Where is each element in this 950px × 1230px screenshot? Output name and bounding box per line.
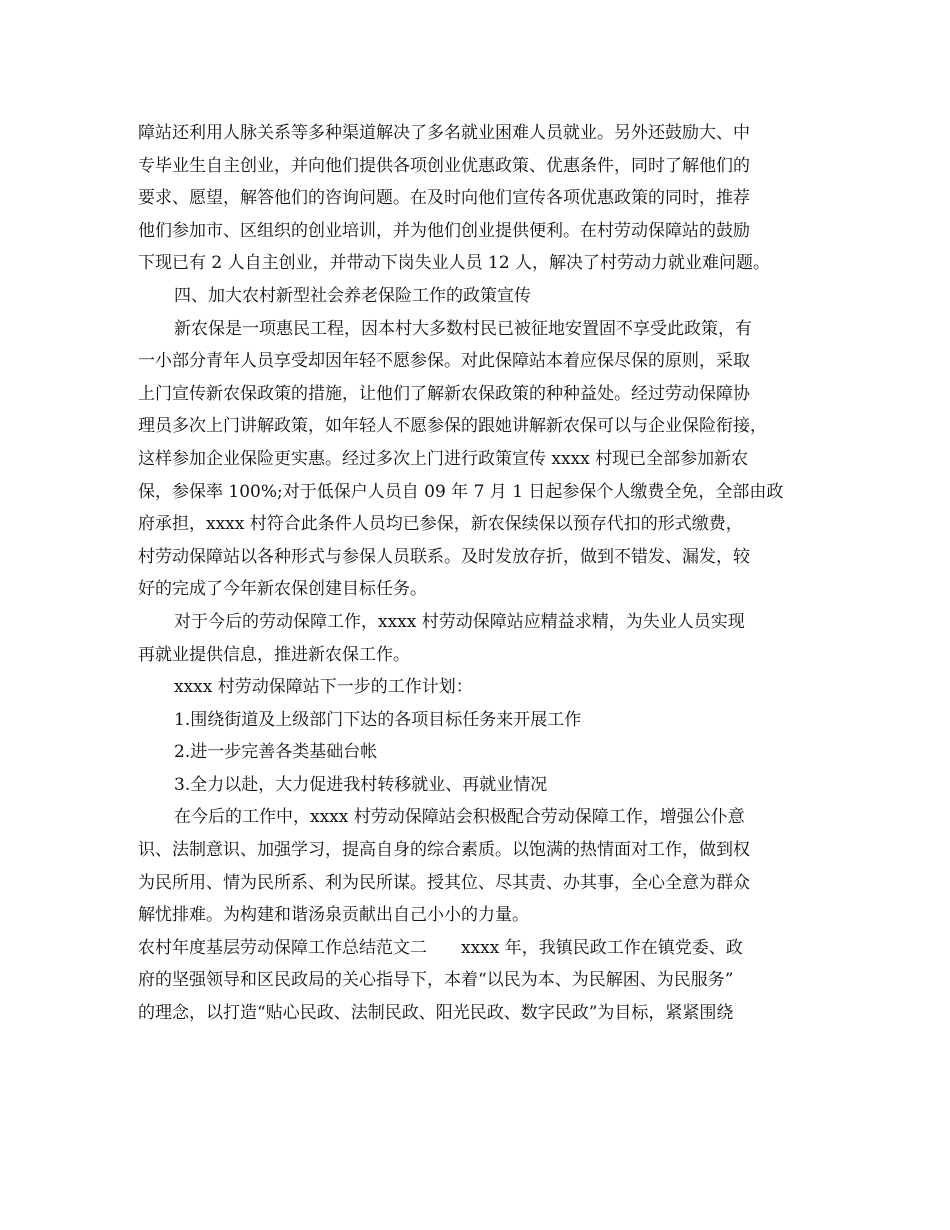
plan-item-2: 2.进一步完善各类基础台帐 xyxy=(174,742,378,763)
text-line-8: 一小部分青年人员享受却因年轻不愿参保。对此保障站本着应保尽保的原则，采取 xyxy=(138,351,750,372)
text-line-12: 保，参保率 100%;对于低保户人员自 09 年 7 月 1 日起参保个人缴费全免，全部由政 xyxy=(138,481,784,502)
text-line-22: 在今后的工作中，xxxx 村劳动保障站会积极配合劳动保障工作，增强公仆意 xyxy=(174,807,745,828)
text-line-5: 下现已有 2 人自主创业，并带动下岗失业人员 12 人，解决了村劳动力就业难问题。 xyxy=(138,253,771,274)
text-line-10: 理员多次上门讲解政策，如年轻人不愿参保的跟她讲解新农保可以与企业保险衔接， xyxy=(138,416,767,437)
text-line-16: 对于今后的劳动保障工作，xxxx 村劳动保障站应精益求精，为失业人员实现 xyxy=(174,611,745,632)
plan-heading: xxxx 村劳动保障站下一步的工作计划： xyxy=(174,677,473,698)
plan-item-1: 1.围绕街道及上级部门下达的各项目标任务来开展工作 xyxy=(174,709,582,730)
text-line-17: 再就业提供信息，推进新农保工作。 xyxy=(138,644,410,665)
text-line-2: 专毕业生自主创业，并向他们提供各项创业优惠政策、优惠条件，同时了解他们的 xyxy=(138,155,750,176)
text-line-3: 要求、愿望，解答他们的咨询问题。在及时向他们宣传各项优惠政策的同时，推荐 xyxy=(138,188,750,209)
text-line-25: 解忧排难。为构建和谐汤泉贡献出自己小小的力量。 xyxy=(138,905,529,926)
text-line-1: 障站还利用人脉关系等多种渠道解决了多名就业困难人员就业。另外还鼓励大、中 xyxy=(138,123,750,143)
text-line-23: 识、法制意识、加强学习，提高自身的综合素质。以饱满的热情面对工作，做到权 xyxy=(138,840,750,861)
text-line-28: 的理念，以打造“贴心民政、法制民政、阳光民政、数字民政”为目标，紧紧围绕 xyxy=(138,1003,734,1024)
text-line-11: 这样参加企业保险更实惠。经过多次上门进行政策宣传 xxxx 村现已全部参加新农 xyxy=(138,448,749,469)
text-line-27: 府的坚强领导和区民政局的关心指导下，本着“以民为本、为民解困、为民服务” xyxy=(138,970,734,991)
body-text xyxy=(138,117,820,1030)
text-line-4: 他们参加市、区组织的创业培训，并为他们创业提供便利。在村劳动保障站的鼓励 xyxy=(138,220,750,241)
plan-item-3: 3.全力以赴，大力促进我村转移就业、再就业情况 xyxy=(174,774,548,795)
section-title-2: 农村年度基层劳动保障工作总结范文二 xxxx 年，我镇民政工作在镇党委、政 xyxy=(138,937,743,958)
text-line-14: 村劳动保障站以各种形式与参保人员联系。及时发放存折，做到不错发、漏发，较 xyxy=(138,546,750,567)
text-line-15: 好的完成了今年新农保创建目标任务。 xyxy=(138,579,427,600)
text-line-7: 新农保是一项惠民工程，因本村大多数村民已被征地安置固不享受此政策，有 xyxy=(174,318,752,339)
text-line-13: 府承担，xxxx 村符合此条件人员均已参保，新农保续保以预存代扣的形式缴费， xyxy=(138,514,743,535)
section-heading-4: 四、加大农村新型社会养老保险工作的政策宣传 xyxy=(174,285,531,306)
text-line-24: 为民所用、情为民所系、利为民所谋。授其位、尽其责、办其事，全心全意为群众 xyxy=(138,872,750,893)
text-line-9: 上门宣传新农保政策的措施，让他们了解新农保政策的种种益处。经过劳动保障协 xyxy=(138,383,750,404)
